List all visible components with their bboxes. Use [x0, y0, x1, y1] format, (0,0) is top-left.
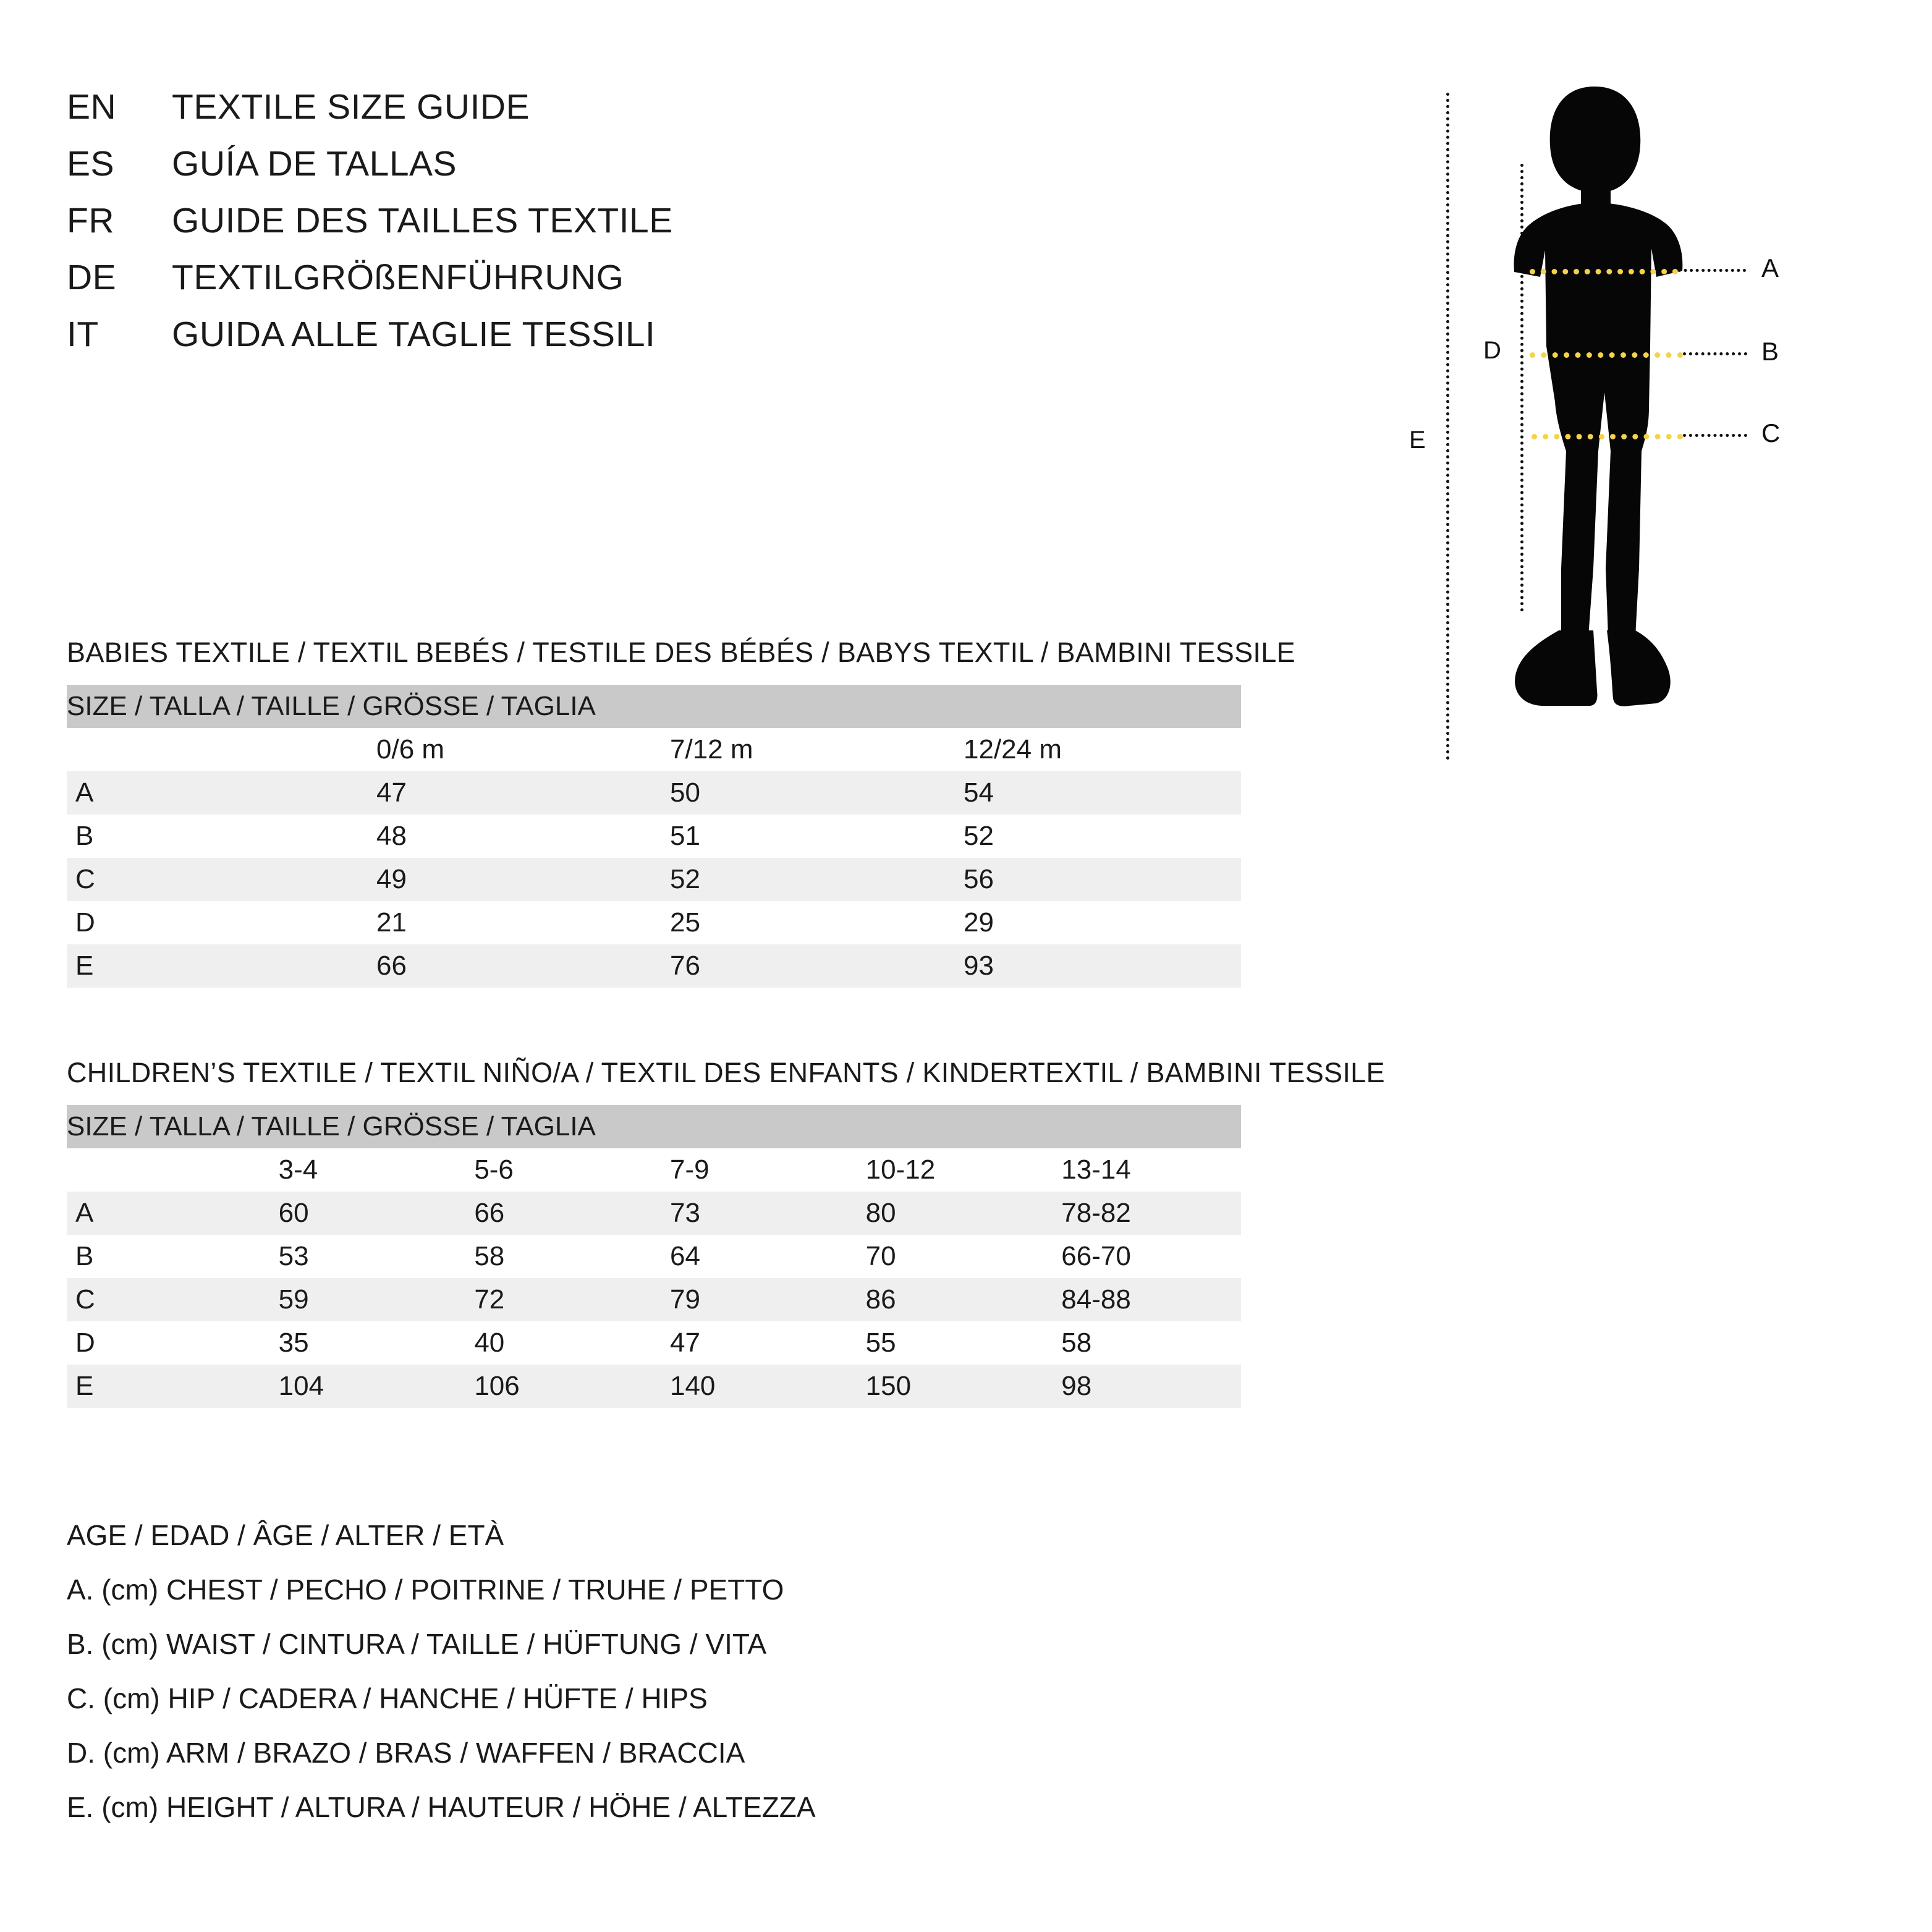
row-label: C — [67, 858, 360, 901]
row-label: E — [67, 944, 360, 988]
cell-value: 58 — [458, 1235, 654, 1278]
language-row — [67, 87, 1241, 143]
language-code: EN — [67, 87, 117, 127]
hip-label: C — [1761, 418, 1781, 447]
language-code: DE — [67, 258, 117, 297]
cell-value: 48 — [360, 815, 654, 858]
cell-value: 60 — [263, 1192, 459, 1235]
table-row — [67, 1278, 1241, 1321]
cell-value: 59 — [263, 1278, 459, 1321]
row-label: A — [67, 1192, 263, 1235]
legend-item: B. (cm) WAIST / CINTURA / TAILLE / HÜFTUNG / VITA — [67, 1628, 767, 1660]
children-section-title: CHILDREN’S TEXTILE / TEXTIL NIÑO/A / TEXTIL DES ENFANTS / KINDERTEXTIL / BAMBINI TESSILE — [67, 1057, 1385, 1088]
table-row — [67, 1235, 1241, 1278]
table-row — [67, 901, 1241, 944]
table-row — [67, 1321, 1241, 1365]
language-title-list — [67, 87, 1241, 371]
chest-measure-line — [1530, 269, 1678, 274]
cell-value: 66 — [458, 1192, 654, 1235]
row-label: D — [67, 901, 360, 944]
table-row — [67, 771, 1241, 815]
column-header: 0/6 m — [360, 728, 654, 771]
cell-value: 49 — [360, 858, 654, 901]
language-row — [67, 257, 1241, 314]
cell-value: 58 — [1045, 1321, 1241, 1365]
babies-size-table — [67, 685, 1241, 988]
babies-table-header: SIZE / TALLA / TAILLE / GRÖSSE / TAGLIA — [67, 685, 1241, 728]
column-header: 5-6 — [458, 1148, 654, 1192]
column-header: 7/12 m — [654, 728, 947, 771]
language-text: GUÍA DE TALLAS — [172, 144, 457, 184]
row-label: A — [67, 771, 360, 815]
measurement-legend — [67, 1508, 1426, 1834]
cell-value: 51 — [654, 815, 947, 858]
cell-value: 40 — [458, 1321, 654, 1365]
row-label: B — [67, 1235, 263, 1278]
cell-value: 56 — [947, 858, 1241, 901]
row-label: E — [67, 1365, 263, 1408]
cell-value: 79 — [654, 1278, 850, 1321]
legend-item: E. (cm) HEIGHT / ALTURA / HAUTEUR / HÖHE / ALTEZZA — [67, 1791, 816, 1823]
cell-value: 76 — [654, 944, 947, 988]
child-silhouette-icon — [1502, 80, 1761, 754]
cell-value: 25 — [654, 901, 947, 944]
language-code: FR — [67, 201, 114, 240]
cell-value: 72 — [458, 1278, 654, 1321]
babies-section — [67, 637, 1303, 988]
cell-value: 47 — [360, 771, 654, 815]
column-header: 12/24 m — [947, 728, 1241, 771]
children-size-table — [67, 1105, 1241, 1408]
cell-value: 29 — [947, 901, 1241, 944]
cell-value: 78-82 — [1045, 1192, 1241, 1235]
table-row — [67, 815, 1241, 858]
language-text: TEXTILGRÖßENFÜHRUNG — [172, 258, 624, 297]
cell-value: 53 — [263, 1235, 459, 1278]
cell-value: 66-70 — [1045, 1235, 1241, 1278]
column-header: 10-12 — [850, 1148, 1046, 1192]
height-axis-label: E — [1409, 426, 1426, 454]
hip-leader-line — [1683, 434, 1747, 437]
cell-value: 150 — [850, 1365, 1046, 1408]
language-text: TEXTILE SIZE GUIDE — [172, 87, 530, 127]
cell-value: 50 — [654, 771, 947, 815]
legend-item: D. (cm) ARM / BRAZO / BRAS / WAFFEN / BRACCIA — [67, 1737, 745, 1769]
cell-value: 35 — [263, 1321, 459, 1365]
cell-value: 55 — [850, 1321, 1046, 1365]
chest-leader-line — [1678, 269, 1746, 272]
column-header: 7-9 — [654, 1148, 850, 1192]
cell-value: 66 — [360, 944, 654, 988]
table-row — [67, 944, 1241, 988]
corner-cell — [67, 1148, 263, 1192]
cell-value: 54 — [947, 771, 1241, 815]
cell-value: 93 — [947, 944, 1241, 988]
arm-axis-label: D — [1483, 337, 1501, 364]
row-label: D — [67, 1321, 263, 1365]
column-header: 13-14 — [1045, 1148, 1241, 1192]
waist-label: B — [1761, 337, 1779, 366]
column-header: 3-4 — [263, 1148, 459, 1192]
legend-item: C. (cm) HIP / CADERA / HANCHE / HÜFTE / HIPS — [67, 1682, 708, 1714]
cell-value: 52 — [654, 858, 947, 901]
row-label: B — [67, 815, 360, 858]
cell-value: 21 — [360, 901, 654, 944]
row-label: C — [67, 1278, 263, 1321]
cell-value: 84-88 — [1045, 1278, 1241, 1321]
cell-value: 73 — [654, 1192, 850, 1235]
cell-value: 64 — [654, 1235, 850, 1278]
cell-value: 104 — [263, 1365, 459, 1408]
waist-leader-line — [1683, 352, 1747, 355]
measurement-diagram — [1397, 80, 1866, 773]
cell-value: 140 — [654, 1365, 850, 1408]
table-column-row — [67, 728, 1241, 771]
cell-value: 70 — [850, 1235, 1046, 1278]
legend-item: AGE / EDAD / ÂGE / ALTER / ETÀ — [67, 1519, 504, 1551]
language-code: IT — [67, 315, 99, 354]
table-column-row — [67, 1148, 1241, 1192]
table-row — [67, 1192, 1241, 1235]
corner-cell — [67, 728, 360, 771]
cell-value: 47 — [654, 1321, 850, 1365]
babies-section-title: BABIES TEXTILE / TEXTIL BEBÉS / TESTILE DES BÉBÉS / BABYS TEXTIL / BAMBINI TESSILE — [67, 637, 1295, 668]
cell-value: 106 — [458, 1365, 654, 1408]
cell-value: 98 — [1045, 1365, 1241, 1408]
cell-value: 80 — [850, 1192, 1046, 1235]
language-code: ES — [67, 144, 115, 184]
table-header-row — [67, 1105, 1241, 1148]
hip-measure-line — [1532, 434, 1683, 439]
legend-item: A. (cm) CHEST / PECHO / POITRINE / TRUHE / PETTO — [67, 1574, 784, 1606]
height-axis-line — [1446, 93, 1449, 760]
table-header-row — [67, 685, 1241, 728]
cell-value: 52 — [947, 815, 1241, 858]
language-text: GUIDA ALLE TAGLIE TESSILI — [172, 315, 656, 354]
children-section — [67, 1057, 1385, 1408]
language-row — [67, 143, 1241, 200]
waist-measure-line — [1530, 352, 1683, 358]
cell-value: 86 — [850, 1278, 1046, 1321]
table-row — [67, 858, 1241, 901]
chest-label: A — [1761, 253, 1779, 282]
language-text: GUIDE DES TAILLES TEXTILE — [172, 201, 673, 240]
children-table-header: SIZE / TALLA / TAILLE / GRÖSSE / TAGLIA — [67, 1105, 1241, 1148]
language-row — [67, 314, 1241, 371]
language-row — [67, 200, 1241, 257]
table-row — [67, 1365, 1241, 1408]
